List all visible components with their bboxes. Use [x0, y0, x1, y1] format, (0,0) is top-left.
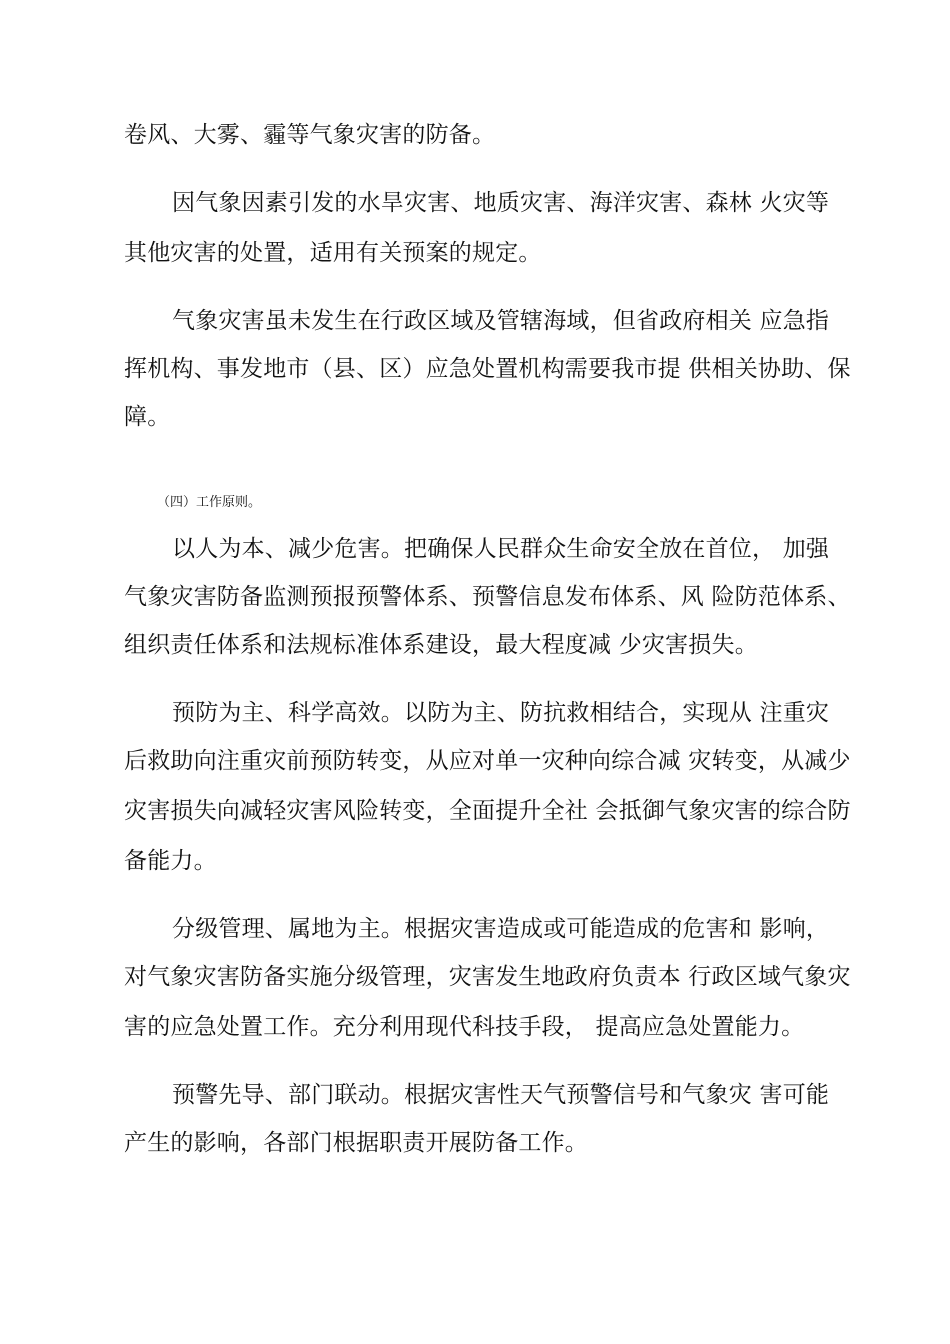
paragraph-line: 挥机构、事发地市（县、区）应急处置机构需要我市提 供相关协助、保 — [124, 356, 851, 382]
paragraph-line: 后救助向注重灾前预防转变，从应对单一灾种向综合减 灾转变，从减少 — [124, 748, 851, 774]
paragraph-line: 因气象因素引发的水旱灾害、地质灾害、海洋灾害、森林 火灾等 — [172, 190, 830, 216]
paragraph-line: 灾害损失向减轻灾害风险转变，全面提升全社 会抵御气象灾害的综合防 — [124, 798, 851, 824]
paragraph-line: 以人为本、减少危害。把确保人民群众生命安全放在首位， 加强 — [172, 536, 830, 562]
paragraph-line: 分级管理、属地为主。根据灾害造成或可能造成的危害和 影响， — [172, 916, 830, 942]
paragraph-line: 预警先导、部门联动。根据灾害性天气预警信号和气象灾 害可能 — [172, 1082, 830, 1108]
paragraph-line: 害的应急处置工作。充分利用现代科技手段， 提高应急处置能力。 — [124, 1014, 805, 1040]
paragraph-line: 气象灾害防备监测预报预警体系、预警信息发布体系、风 险防范体系、 — [124, 584, 851, 610]
section-heading: （四）工作原则。 — [157, 495, 262, 510]
paragraph-line: 卷风、大雾、霾等气象灾害的防备。 — [124, 122, 496, 148]
paragraph-line: 产生的影响，各部门根据职责开展防备工作。 — [124, 1130, 588, 1156]
paragraph-line: 备能力。 — [124, 848, 217, 874]
paragraph-line: 对气象灾害防备实施分级管理，灾害发生地政府负责本 行政区域气象灾 — [124, 964, 851, 990]
paragraph-line: 其他灾害的处置，适用有关预案的规定。 — [124, 240, 542, 266]
paragraph-line: 障。 — [124, 404, 171, 430]
paragraph-line: 气象灾害虽未发生在行政区域及管辖海域，但省政府相关 应急指 — [172, 308, 830, 334]
paragraph-line: 预防为主、科学高效。以防为主、防抗救相结合，实现从 注重灾 — [172, 700, 830, 726]
paragraph-line: 组织责任体系和法规标准体系建设，最大程度减 少灾害损失。 — [124, 632, 758, 658]
